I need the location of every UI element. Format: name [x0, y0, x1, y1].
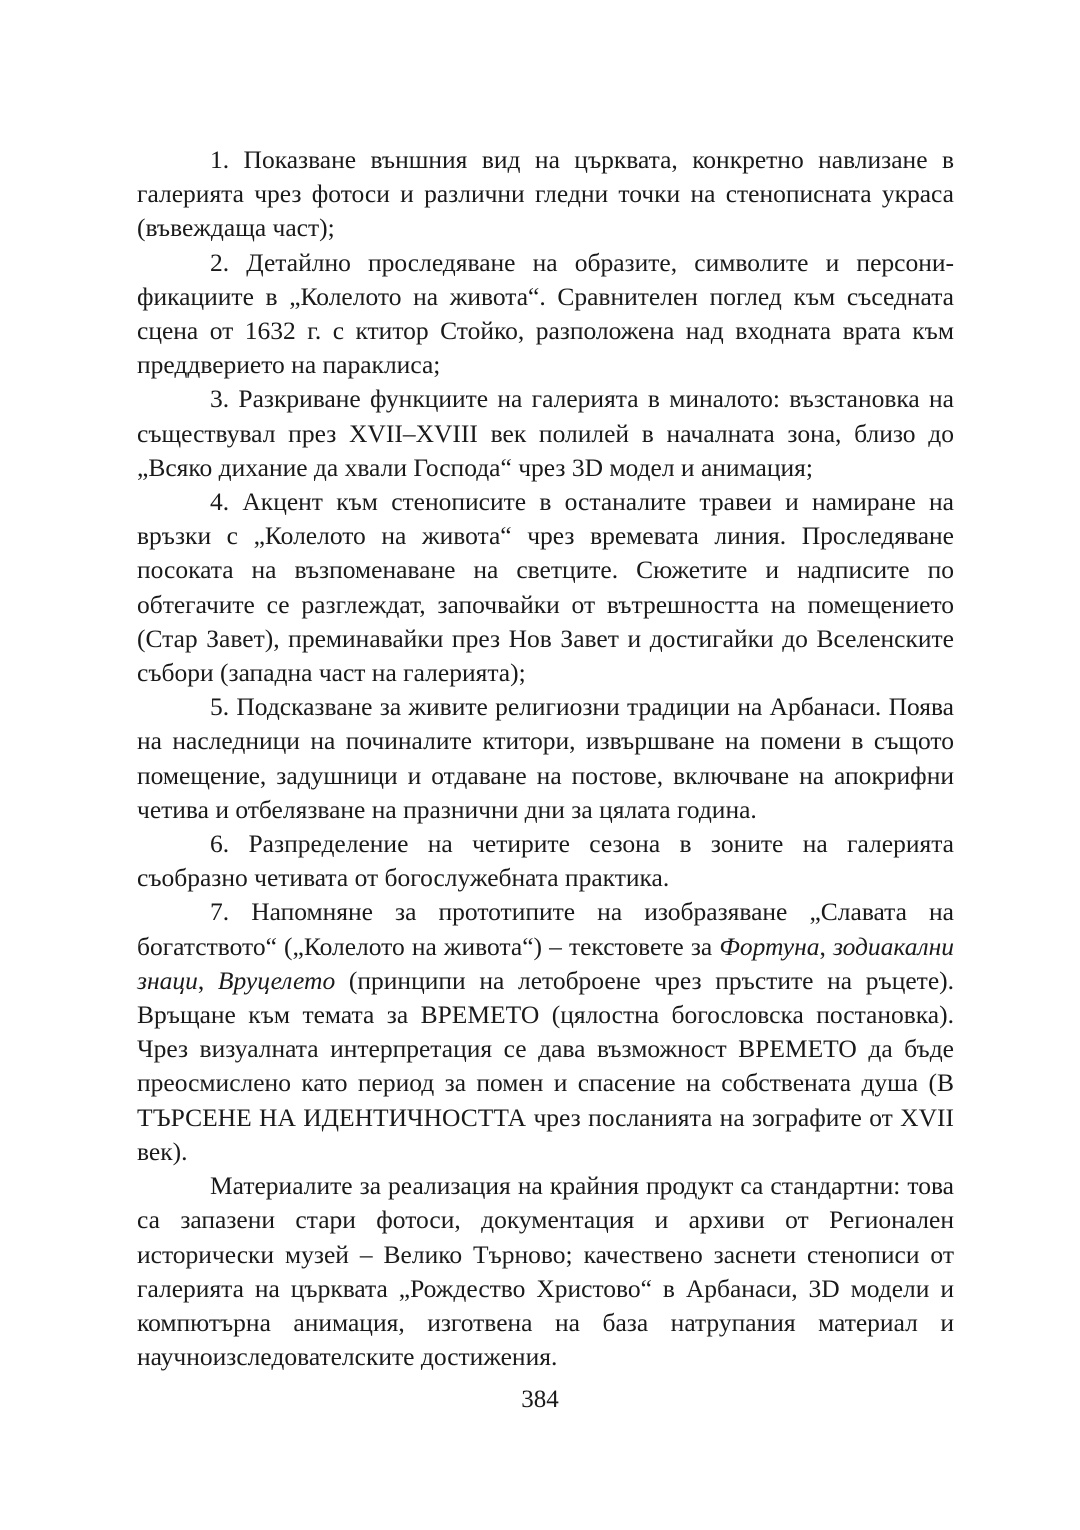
paragraph-text: ,	[819, 931, 833, 961]
paragraph-text: 4. Акцент към стенописите в останалите травеи и намиране на връзки с „Колелото на живота“ чрез времевата линия. Проследяване посоката на възпоменаване на светците. Сюжетите и надписите по обтегачите се разглеждат, започвайки от вътрешността на помещението (Стар Завет), преминавайки през Нов Завет и достигайки до Вселенските събори (западна част на галерията);	[137, 487, 954, 688]
italic-term-zodiac: зодиакални знаци	[137, 931, 954, 995]
paragraph-6	[137, 827, 954, 895]
paragraph-5	[137, 690, 954, 827]
paragraph-text: 6. Разпределение на четирите сезона в зоните на галерията съобразно четивата от богослужебната практика.	[137, 829, 954, 893]
italic-term-fortuna: Фортуна	[719, 931, 820, 961]
paragraph-8	[137, 1169, 954, 1374]
paragraph-text: Материалите за реализация на крайния продукт са стандартни: това са запазени стари фотоси, документация и архиви от Регионален исторически музей – Велико Търново; качествено заснети стенописи от галерията на църквата „Рождество Христово“ в Арбанаси, 3D модели и компютърна анимация, изготвена на база натрупания материал и научноизследователските достижения.	[137, 1171, 954, 1372]
paragraph-text: ,	[197, 965, 218, 995]
italic-term-vrutseleto: Вруцелето	[217, 965, 336, 995]
paragraph-2	[137, 246, 954, 383]
paragraph-text: (принципи на летоброене чрез пръстите на ръцете). Връщане към темата за ВРЕМЕТО (цялостна богословска постановка). Чрез визуалната интерпретация се дава възможност ВРЕМЕТО да бъде преосмислено като период за помен и спасение на собствената душа (В ТЪРСЕНЕ НА ИДЕНТИЧНОСТТА чрез посланията на зографите от XVII век).	[137, 965, 954, 1166]
paragraph-text: 1. Показване външния вид на църквата, конкретно навлизане в галерията чрез фотоси и различни гледни точки на стенописната украса (въвеждаща част);	[137, 145, 954, 243]
paragraph-1	[137, 143, 954, 246]
paragraph-text: 3. Разкриване функциите на галерията в миналото: възстановка на съществувал през XVII–XVIII век полилей в началната зона, близо до „Всяко дихание да хвали Господа“ чрез 3D модел и анимация;	[137, 384, 954, 482]
page-body	[137, 143, 954, 1374]
paragraph-text: 5. Подсказване за живите религиозни традиции на Арбанаси. Поява на наследници на починалите ктитори, извършване на помени в същото помещение, задушници и отдаване на постове, включване на апокрифни четива и отбелязване на празнични дни за цялата година.	[137, 692, 954, 824]
paragraph-4	[137, 485, 954, 690]
paragraph-text: 7. Напомняне за прототипите на изобразяване „Славата на богатството“ („Колелото на живота“) – текстовете за	[137, 897, 954, 961]
page-number: 384	[521, 1386, 559, 1413]
paragraph-7	[137, 895, 954, 1169]
paragraph-3	[137, 382, 954, 485]
paragraph-text: 2. Детайлно проследяване на образите, символите и персонификациите в „Колелото на живота“. Сравнителен поглед към съседната сцена от 1632 г. с ктитор Стойко, разположена над входната врата към преддверието на параклиса;	[137, 247, 954, 380]
